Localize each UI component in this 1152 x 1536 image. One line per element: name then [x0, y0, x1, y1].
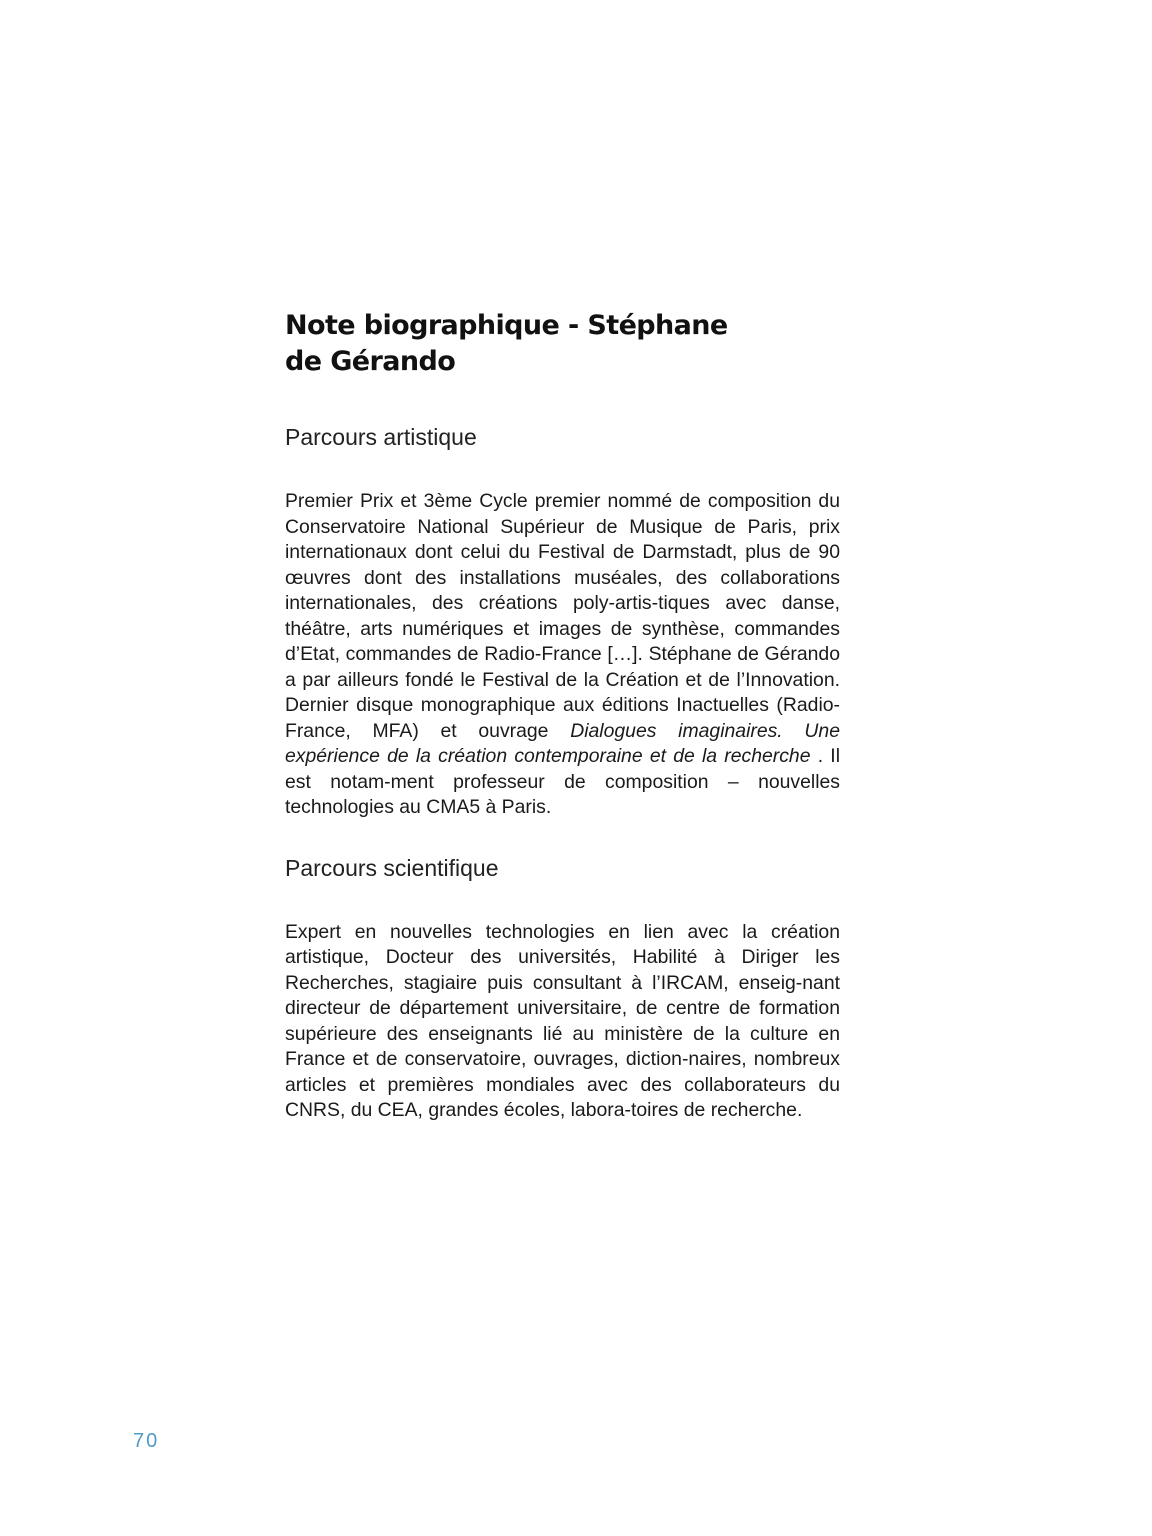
book-title-italic: Dialogues imaginaires. Une expérience de la création contemporaine et de la recherche — [285, 719, 840, 767]
paragraph-artistique — [285, 489, 840, 821]
section-heading-scientifique: Parcours scientifique — [285, 854, 499, 881]
title-line-1: Note biographique - Stéphane — [285, 310, 728, 341]
biography-content — [285, 308, 840, 1124]
page-number: 70 — [133, 1430, 160, 1452]
section-heading-artistique: Parcours artistique — [285, 424, 477, 450]
page-title — [285, 308, 840, 380]
title-line-2: de Gérando — [285, 346, 456, 377]
paragraph-artistique-text-1: Premier Prix et 3ème Cycle premier nommé de composition du Conservatoire National Supérieur de Musique de Paris, prix internationaux dont celui du Festival de Darmstadt, plus de 90 œuvres dont des installations muséales, des collaborations internationales, des créations poly-artis-tiques avec danse, théâtre, arts numériques et images de synthèse, commandes d’Etat, commandes de Radio-France […]. Stéphane de Gérando a par ailleurs fondé le Festival de la Création et de l’Innovation. Dernier disque monographique aux éditions Inactuelles (Radio-France, MFA) et ouvrage — [285, 490, 840, 742]
paragraph-scientifique: Expert en nouvelles technologies en lien avec la création artistique, Docteur des universités, Habilité à Diriger les Recherches, stagiaire puis consultant à l’IRCAM, enseig-nant directeur de département universitaire, de centre de formation supérieure des enseignants lié au ministère de la culture en France et de conservatoire, ouvrages, diction-naires, nombreux articles et premières mondiales avec des collaborateurs du CNRS, du CEA, grandes écoles, labora-toires de recherche. — [285, 920, 840, 1121]
paragraph-artistique-text-2: . Il est notam-ment professeur de composition – nouvelles technologies au CMA5 à Paris. — [285, 745, 840, 818]
